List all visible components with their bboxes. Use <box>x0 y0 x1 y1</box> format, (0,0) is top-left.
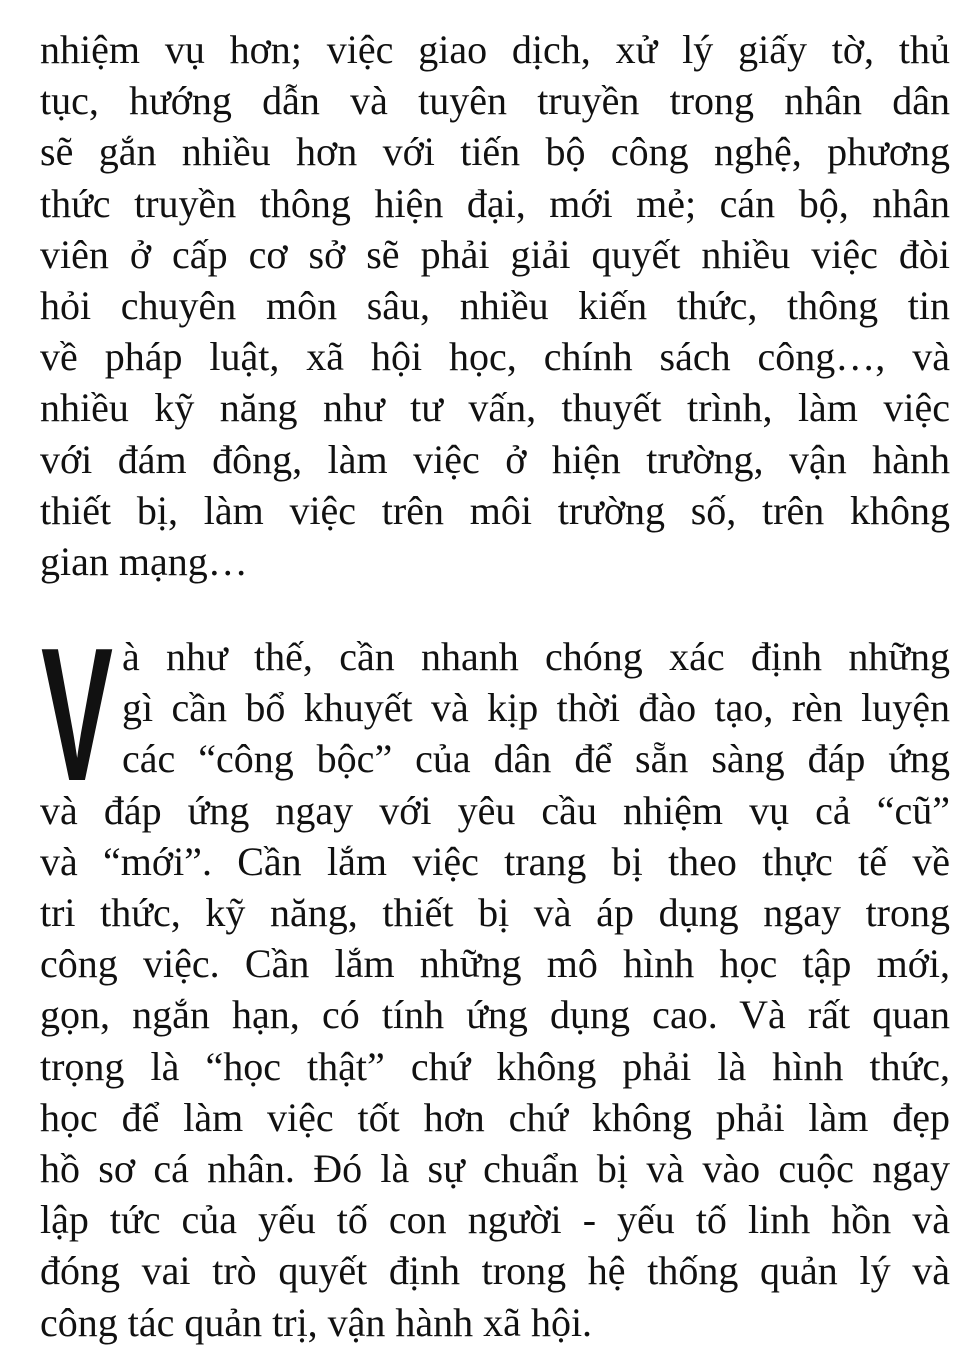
drop-cap <box>40 609 114 822</box>
paragraph-line: đóng vai trò quyết định trong hệ thống quản lý và <box>40 1248 950 1294</box>
paragraph-line: à như thế, cần nhanh chóng xác định những <box>122 634 950 680</box>
paragraph-line: thức truyền thông hiện đại, mới mẻ; cán bộ, nhân <box>40 180 950 226</box>
paragraph-line: trọng là “học thật” chứ không phải là hình thức, <box>40 1043 950 1089</box>
paragraph-line: công việc. Cần lắm những mô hình học tập mới, <box>40 941 950 987</box>
paragraph-line: tục, hướng dẫn và tuyên truyền trong nhân dân <box>40 78 950 124</box>
paragraph-line: tri thức, kỹ năng, thiết bị và áp dụng ngay trong <box>40 890 950 935</box>
paragraph-line: với đám đông, làm việc ở hiện trường, vận hành <box>40 436 950 482</box>
paragraph-line: nhiều kỹ năng như tư vấn, thuyết trình, làm việc <box>40 385 950 431</box>
paragraph-1 <box>40 24 950 587</box>
paragraph-gap <box>40 587 950 631</box>
paragraph-2 <box>40 609 950 1348</box>
paragraph-line: hồ sơ cá nhân. Đó là sự chuẩn bị và vào cuộc ngay <box>40 1145 950 1191</box>
paragraph-line: lập tức của yếu tố con người - yếu tố linh hồn và <box>40 1197 950 1243</box>
paragraph-line: gian mạng… <box>40 538 248 584</box>
paragraph-line: công tác quản trị, vận hành xã hội. <box>40 1299 593 1345</box>
paragraph-line: gì cần bổ khuyết và kịp thời đào tạo, rèn luyện <box>122 685 950 731</box>
paragraph-line: hỏi chuyên môn sâu, nhiều kiến thức, thông tin <box>40 282 950 328</box>
article-body <box>40 24 950 1348</box>
paragraph-line: và đáp ứng ngay với yêu cầu nhiệm vụ cả “cũ” <box>40 787 950 833</box>
paragraph-line: về pháp luật, xã hội học, chính sách công…, và <box>40 334 950 380</box>
paragraph-line: thiết bị, làm việc trên môi trường số, trên không <box>40 487 950 533</box>
paragraph-line: các “công bộc” của dân để sẵn sàng đáp ứng <box>122 736 950 782</box>
paragraph-line: sẽ gắn nhiều hơn với tiến bộ công nghệ, phương <box>40 129 950 175</box>
paragraph-line: nhiệm vụ hơn; việc giao dịch, xử lý giấy tờ, thủ <box>40 27 950 72</box>
paragraph-line: gọn, ngắn hạn, có tính ứng dụng cao. Và rất quan <box>40 992 950 1038</box>
paragraph-line: và “mới”. Cần lắm việc trang bị theo thực tế về <box>40 838 950 884</box>
paragraph-line: học để làm việc tốt hơn chứ không phải làm đẹp <box>40 1094 950 1140</box>
paragraph-line: viên ở cấp cơ sở sẽ phải giải quyết nhiều việc đòi <box>40 231 950 277</box>
drop-cap-letter: V <box>41 609 113 822</box>
